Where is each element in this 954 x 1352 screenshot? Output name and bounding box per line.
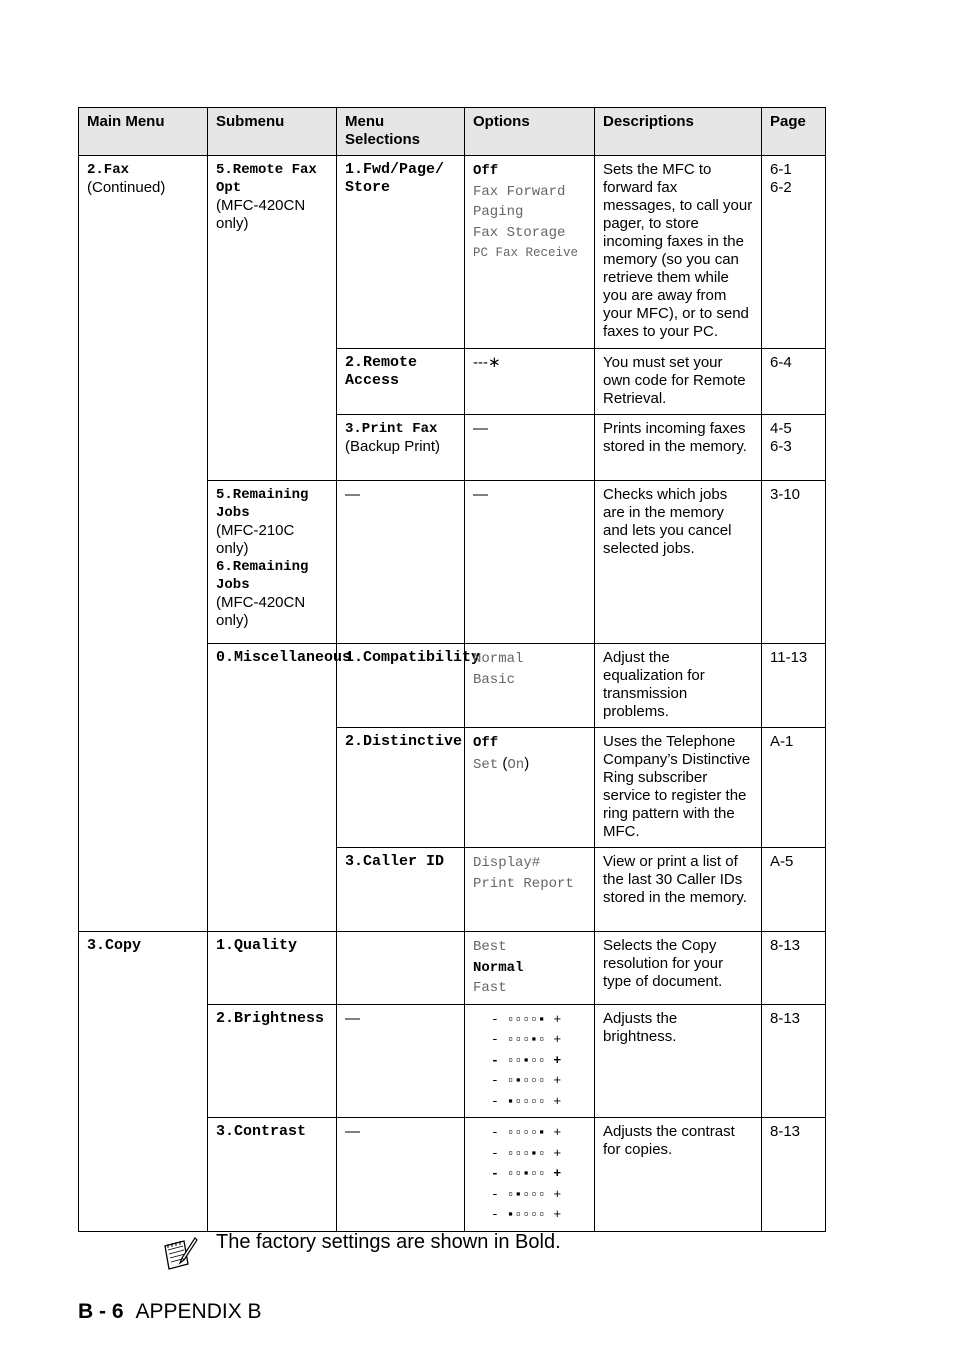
description-brightness: Adjusts the brightness. — [595, 1004, 762, 1118]
selection-caller-id: 3.Caller ID — [337, 848, 465, 932]
selection-distinctive: 2.Distinctive — [337, 728, 465, 848]
main-menu-fax — [79, 156, 208, 932]
option-fax-forward: Fax Forward — [473, 183, 566, 200]
option-pc-fax-receive: PC Fax Receive — [473, 246, 579, 260]
selection-print-fax — [337, 415, 465, 481]
page-ref: 6-2 — [770, 179, 792, 196]
description-fwd-page-store: Sets the MFC to forward fax messages, to call your pager, to store incoming faxes in the memory (so you can retrieve them while you are away from your MFC), or to send faxes to your PC. — [595, 156, 762, 349]
note-pencil-icon — [162, 1236, 198, 1272]
page-ref: 6-3 — [770, 438, 792, 455]
brightness-level: - ▫▫▫▪▫ + — [491, 1032, 562, 1047]
options-remote-access: ---∗ — [465, 349, 595, 415]
options-contrast — [465, 1118, 595, 1232]
option-basic: Basic — [473, 671, 516, 688]
page-fwd-page-store — [762, 156, 826, 349]
description-contrast: Adjusts the contrast for copies. — [595, 1118, 762, 1232]
page-caller-id: A-5 — [762, 848, 826, 932]
selection-contrast: — — [337, 1118, 465, 1232]
contrast-level: - ▫▫▫▫▪ + — [491, 1125, 562, 1140]
options-caller-id — [465, 848, 595, 932]
header-descriptions: Descriptions — [595, 108, 762, 156]
page-number: B - 6 — [78, 1300, 124, 1323]
header-main-menu: Main Menu — [79, 108, 208, 156]
selection-quality — [337, 932, 465, 1005]
header-page: Page — [762, 108, 826, 156]
option-display: Display# — [473, 855, 541, 871]
option-off: Off — [473, 735, 499, 751]
option-fax-storage: Fax Storage — [473, 224, 566, 241]
selection-compatibility: 1.Compatibility — [337, 644, 465, 728]
options-print-fax: — — [465, 415, 595, 481]
options-remaining-jobs: — — [465, 481, 595, 644]
note-text: The factory settings are shown in Bold. — [216, 1231, 561, 1253]
brightness-level-default: - ▫▫▪▫▫ + — [491, 1052, 562, 1068]
page-distinctive: A-1 — [762, 728, 826, 848]
contrast-level: - ▫▫▫▪▫ + — [491, 1145, 562, 1161]
options-brightness — [465, 1004, 595, 1118]
brightness-level: - ▫▪▫▫▫ + — [491, 1073, 562, 1088]
remaining-jobs-code-a: 5.Remaining Jobs — [216, 487, 309, 521]
page-compatibility: 11-13 — [762, 644, 826, 728]
header-options: Options — [465, 108, 595, 156]
option-paging: Paging — [473, 204, 524, 220]
page-ref: 6-1 — [770, 161, 792, 178]
section-title: APPENDIX B — [135, 1300, 262, 1323]
description-distinctive: Uses the Telephone Company’s Distinctive Ring subscriber service to register the ring pattern with the MFC. — [595, 728, 762, 848]
submenu-contrast: 3.Contrast — [208, 1118, 337, 1232]
print-fax-note: (Backup Print) — [345, 438, 441, 455]
description-compatibility: Adjust the equalization for transmission problems. — [595, 644, 762, 728]
option-fast: Fast — [473, 980, 507, 996]
submenu-remote-fax-opt — [208, 156, 337, 481]
header-row — [79, 108, 826, 156]
fax-code: 2.Fax — [87, 162, 130, 178]
option-set-on: Set (On) — [473, 754, 530, 773]
option-off: Off — [473, 163, 499, 179]
brightness-level: - ▫▫▫▫▪ + — [491, 1011, 562, 1027]
remaining-jobs-note-b: (MFC-420CN only) — [216, 594, 306, 629]
main-menu-copy: 3.Copy — [79, 932, 208, 1232]
remaining-jobs-note-a: (MFC-210C only) — [216, 522, 295, 557]
menu-table — [78, 107, 826, 1232]
submenu-miscellaneous: 0.Miscellaneous — [208, 644, 337, 932]
remote-fax-opt-code: 5.Remote Fax Opt — [216, 162, 317, 196]
note — [162, 1232, 862, 1272]
description-remaining-jobs: Checks which jobs are in the memory and lets you cancel selected jobs. — [595, 481, 762, 644]
print-fax-code: 3.Print Fax — [345, 421, 438, 437]
selection-remaining-jobs: — — [337, 481, 465, 644]
options-quality — [465, 932, 595, 1005]
option-set: Set — [473, 756, 499, 773]
fax-note: (Continued) — [87, 179, 166, 196]
page-brightness: 8-13 — [762, 1004, 826, 1118]
selection-brightness: — — [337, 1004, 465, 1118]
submenu-brightness: 2.Brightness — [208, 1004, 337, 1118]
contrast-level: - ▫▪▫▫▫ + — [491, 1186, 562, 1202]
option-normal: Normal — [473, 651, 524, 667]
option-print-report: Print Report — [473, 875, 574, 892]
description-quality: Selects the Copy resolution for your type of document. — [595, 932, 762, 1005]
option-best: Best — [473, 939, 507, 955]
contrast-level: - ▪▫▫▫▫ + — [491, 1207, 562, 1222]
table-row — [79, 932, 826, 1005]
selection-remote-access: 2.Remote Access — [337, 349, 465, 415]
options-compatibility — [465, 644, 595, 728]
page-quality: 8-13 — [762, 932, 826, 1005]
option-normal: Normal — [473, 959, 524, 976]
submenu-quality: 1.Quality — [208, 932, 337, 1005]
brightness-level: - ▪▫▫▫▫ + — [491, 1093, 562, 1109]
header-menu-selections: Menu Selections — [337, 108, 465, 156]
description-print-fax: Prints incoming faxes stored in the memory. — [595, 415, 762, 481]
table-row — [79, 156, 826, 349]
description-remote-access: You must set your own code for Remote Retrieval. — [595, 349, 762, 415]
options-fwd-page-store — [465, 156, 595, 349]
selection-fwd-page-store: 1.Fwd/Page/ Store — [337, 156, 465, 349]
description-caller-id: View or print a list of the last 30 Caller IDs stored in the memory. — [595, 848, 762, 932]
page-ref: 4-5 — [770, 420, 792, 437]
remote-fax-opt-note: (MFC-420CN only) — [216, 197, 306, 232]
header-submenu: Submenu — [208, 108, 337, 156]
page-remaining-jobs: 3-10 — [762, 481, 826, 644]
option-on: On — [507, 756, 525, 773]
page-footer — [78, 1300, 262, 1324]
page-print-fax — [762, 415, 826, 481]
page-remote-access: 6-4 — [762, 349, 826, 415]
contrast-level-default: - ▫▫▪▫▫ + — [491, 1166, 562, 1181]
remaining-jobs-code-b: 6.Remaining Jobs — [216, 559, 309, 593]
page-contrast: 8-13 — [762, 1118, 826, 1232]
submenu-remaining-jobs — [208, 481, 337, 644]
options-distinctive — [465, 728, 595, 848]
